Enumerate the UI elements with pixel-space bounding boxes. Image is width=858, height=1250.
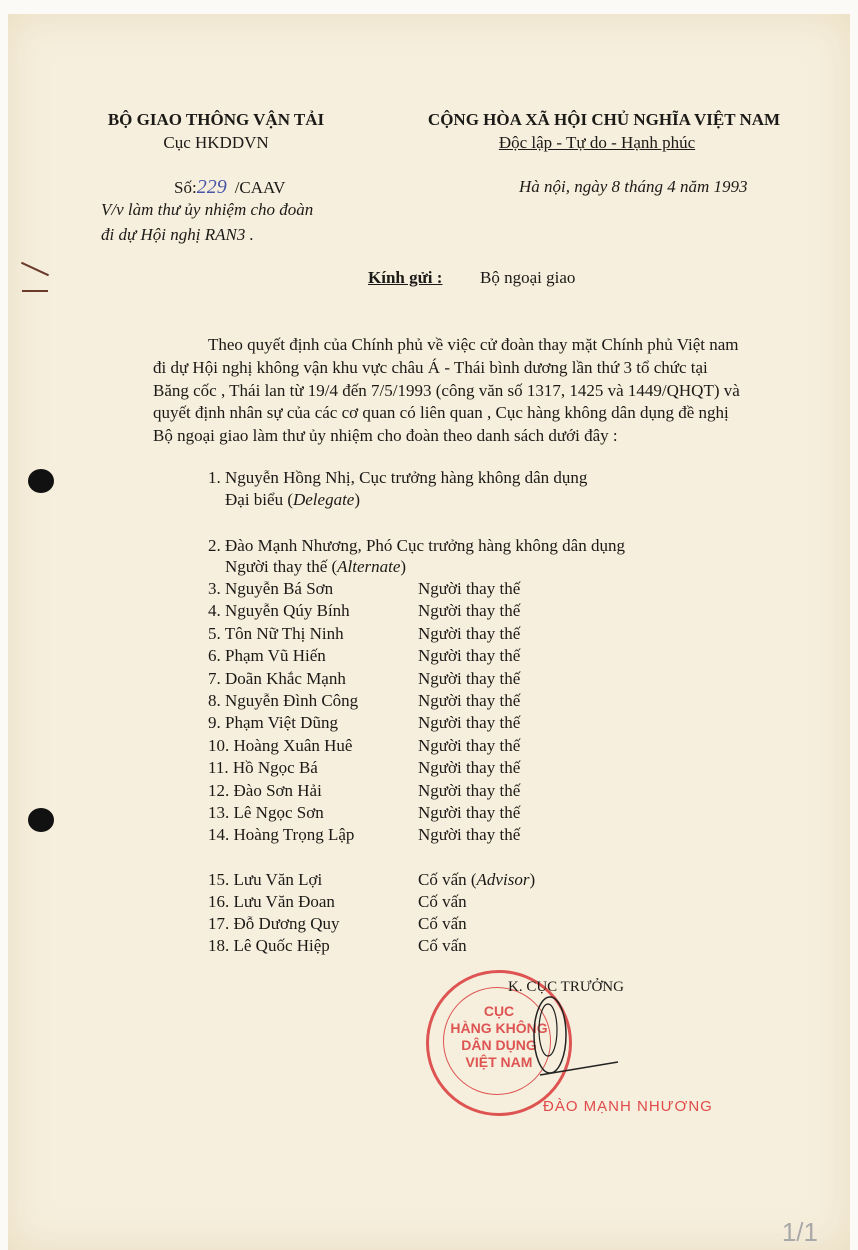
- member-name: 13. Lê Ngọc Sơn: [208, 803, 324, 822]
- advisor-role: [418, 870, 535, 890]
- advisor-name: 15. Lưu Văn Lợi: [208, 870, 323, 889]
- member-name: 12. Đào Sơn Hải: [208, 780, 322, 800]
- member-role: Người thay thế: [418, 691, 521, 710]
- number-label: Số:: [174, 178, 197, 197]
- member-name: 7. Doãn Khắc Mạnh: [208, 668, 346, 688]
- member-name: 10. Hoàng Xuân Huê: [208, 735, 353, 755]
- stamp-text: HÀNG KHÔNG: [450, 1020, 548, 1036]
- document-date: Hà nội, ngày 8 tháng 4 năm 1993: [519, 177, 748, 196]
- member-name: 18. Lê Quốc Hiệp: [208, 936, 330, 955]
- member-name: 6. Phạm Vũ Hiến: [208, 646, 326, 666]
- member-role: Người thay thế: [418, 780, 521, 800]
- page-indicator: 1/1: [781, 1217, 818, 1247]
- handwritten-signature: [520, 990, 630, 1090]
- member-role: Cố vấn: [418, 914, 467, 933]
- body-line: quyết định nhân sự của các cơ quan có liên quan , Cục hàng không dân dụng đề nghị: [153, 403, 729, 422]
- body-line: Theo quyết định của Chính phủ về việc cử đoàn thay mặt Chính phủ Việt nam: [208, 335, 739, 354]
- recipient-name: Bộ ngoại giao: [480, 268, 576, 287]
- member-name: 3. Nguyễn Bá Sơn: [208, 579, 334, 598]
- country-name: CỘNG HÒA XÃ HỘI CHỦ NGHĨA VIỆT NAM: [427, 110, 781, 129]
- member-role: Người thay thế: [418, 646, 521, 666]
- role-english: Delegate: [292, 490, 355, 509]
- stamp-text: CỤC: [483, 1003, 515, 1019]
- role-prefix: Cố vấn (: [418, 870, 477, 889]
- stamp-text: VIỆT NAM: [465, 1054, 533, 1070]
- role-prefix: Người thay thế (: [225, 557, 338, 576]
- delegate-item: 1. Nguyễn Hồng Nhị, Cục trưởng hàng không dân dụng: [208, 468, 588, 487]
- delegate-role: [225, 557, 406, 577]
- role-english: Advisor: [476, 870, 530, 889]
- delegate-item: 2. Đào Mạnh Nhương, Phó Cục trưởng hàng không dân dụng: [208, 536, 625, 555]
- member-name: 14. Hoàng Trọng Lập: [208, 825, 355, 845]
- subject-line: đi dự Hội nghị RAN3 .: [101, 225, 254, 244]
- handwritten-number: 229: [196, 176, 227, 198]
- role-suffix: ): [529, 870, 536, 889]
- member-name: 11. Hồ Ngọc Bá: [208, 758, 318, 778]
- member-role: Người thay thế: [418, 803, 521, 822]
- title-text: CỤC TRƯỞNG: [526, 979, 624, 995]
- role-suffix: ): [400, 557, 407, 576]
- member-role: Người thay thế: [418, 758, 521, 778]
- document-number: [174, 177, 285, 198]
- signer-name: ĐÀO MẠNH NHƯƠNG: [543, 1098, 713, 1115]
- stamp-text: DÂN DỤNG: [461, 1037, 537, 1053]
- recipient-label: Kính gửi :: [368, 268, 443, 287]
- role-suffix: ): [354, 490, 361, 509]
- member-role: Người thay thế: [418, 668, 521, 688]
- member-name: 4. Nguyễn Qúy Bính: [208, 601, 350, 621]
- scan-mark: [22, 290, 48, 292]
- member-role: Người thay thế: [418, 579, 521, 598]
- member-role: Cố vấn: [418, 936, 467, 955]
- punch-hole: [28, 808, 54, 832]
- signature-prefix: K.: [508, 979, 523, 995]
- member-role: Người thay thế: [418, 825, 521, 845]
- member-name: 16. Lưu Văn Đoan: [208, 892, 335, 911]
- member-name: 5. Tôn Nữ Thị Ninh: [208, 623, 344, 643]
- member-role: Người thay thế: [418, 623, 521, 643]
- member-name: 8. Nguyễn Đình Công: [208, 691, 359, 710]
- delegate-role: [225, 490, 360, 510]
- member-name: 9. Phạm Việt Dũng: [208, 713, 338, 733]
- body-line: đi dự Hội nghị không vận khu vực châu Á - Thái bình dương lần thứ 3 tổ chức tại: [153, 358, 708, 377]
- member-role: Người thay thế: [418, 601, 521, 621]
- member-name: 17. Đỗ Dương Quy: [208, 914, 340, 933]
- role-prefix: Đại biểu (: [225, 490, 293, 509]
- national-motto: Độc lập - Tự do - Hạnh phúc: [498, 133, 696, 152]
- member-role: Người thay thế: [418, 713, 521, 733]
- body-line: Băng cốc , Thái lan từ 19/4 đến 7/5/1993 (công văn số 1317, 1425 và 1449/QHQT) và: [153, 381, 740, 400]
- department-name: Cục HKDDVN: [163, 133, 269, 152]
- subject-line: V/v làm thư ủy nhiệm cho đoàn: [101, 200, 314, 219]
- ministry-name: BỘ GIAO THÔNG VẬN TẢI: [107, 110, 325, 129]
- punch-hole: [28, 469, 54, 493]
- body-line: Bộ ngoại giao làm thư ủy nhiệm cho đoàn theo danh sách dưới đây :: [153, 426, 618, 445]
- role-english: Alternate: [337, 557, 401, 576]
- number-suffix: /CAAV: [234, 178, 286, 197]
- member-role: Người thay thế: [418, 735, 521, 755]
- member-role: Cố vấn: [418, 892, 467, 911]
